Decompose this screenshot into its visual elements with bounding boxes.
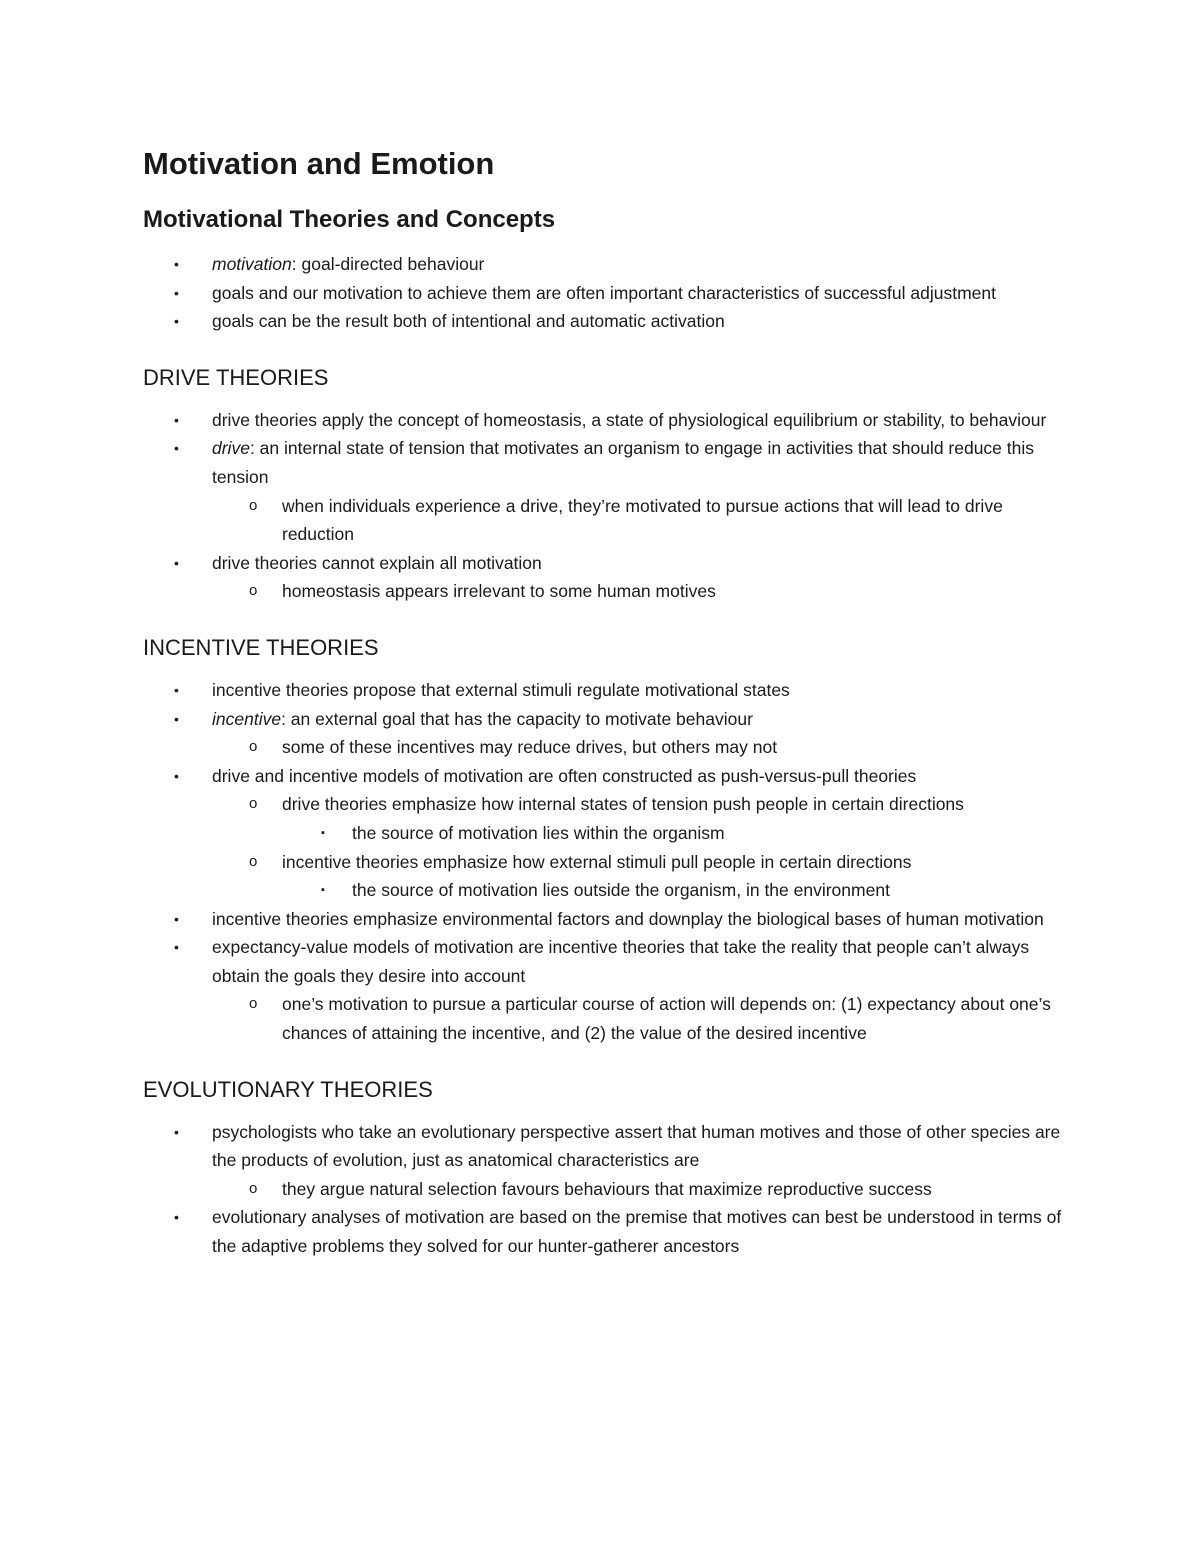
sub-sub-list-item: ▪ the source of motivation lies outside the organism, in the environment — [321, 880, 890, 901]
intro-list — [143, 250, 1073, 336]
sub-list-item: o they argue natural selection favours behaviours that maximize reproductive success — [249, 1178, 932, 1199]
sub-list-item: o incentive theories emphasize how external stimuli pull people in certain directions — [249, 851, 912, 872]
list-item: • incentive theories emphasize environmental factors and downplay the biological bases of human motivation — [174, 908, 1044, 929]
list-item: • evolutionary analyses of motivation are based on the premise that motives can best be understood in terms of the adaptive problems they solved for our hunter-gatherer ancestors — [174, 1207, 1062, 1257]
list-item: • psychologists who take an evolutionary perspective assert that human motives and those of other species are the products of evolution, just as anatomical characteristics are — [174, 1121, 1061, 1171]
sub-sub-list-item: ▪ the source of motivation lies within the organism — [321, 822, 725, 843]
list-item: • drive and incentive models of motivation are often constructed as push-versus-pull theories — [174, 765, 917, 786]
list-item: • goals and our motivation to achieve them are often important characteristics of successful adjustment — [174, 282, 997, 303]
sub-list-item: o one’s motivation to pursue a particular course of action will depends on: (1) expectancy about one’s chances of attaining the incentive, and (2) the value of the desired incentive — [249, 994, 1051, 1044]
list-item: • motivation: goal-directed behaviour — [174, 254, 485, 274]
incentive-list — [143, 676, 1073, 1048]
sub-list-item: o drive theories emphasize how internal states of tension push people in certain directions — [249, 794, 964, 815]
evolutionary-theories-heading: EVOLUTIONARY THEORIES — [143, 1076, 433, 1102]
section-title: Motivational Theories and Concepts — [143, 206, 556, 233]
page-title: Motivation and Emotion — [143, 146, 495, 181]
list-item: • drive theories cannot explain all motivation — [174, 552, 542, 573]
drive-theories-heading: DRIVE THEORIES — [143, 364, 329, 390]
sub-list-item: o homeostasis appears irrelevant to some human motives — [249, 581, 716, 602]
sub-list-item: o some of these incentives may reduce drives, but others may not — [249, 737, 778, 758]
list-item: • drive theories apply the concept of homeostasis, a state of physiological equilibrium or stability, to behaviour — [174, 409, 1047, 430]
list-item: • incentive: an external goal that has the capacity to motivate behaviour — [174, 708, 753, 729]
list-item: • drive: an internal state of tension that motivates an organism to engage in activities that should reduce this tension — [174, 438, 1035, 487]
list-item: • expectancy-value models of motivation are incentive theories that take the reality that people can’t always obtain the goals they desire into account — [174, 937, 1030, 986]
sub-list-item: o when individuals experience a drive, they’re motivated to pursue actions that will lead to drive reduction — [249, 495, 1003, 545]
drive-list — [143, 406, 1073, 606]
list-item: • goals can be the result both of intentional and automatic activation — [174, 311, 725, 332]
document-body — [143, 138, 1073, 1261]
incentive-theories-heading: INCENTIVE THEORIES — [143, 634, 379, 660]
evolutionary-list — [143, 1118, 1073, 1261]
list-item: • incentive theories propose that external stimuli regulate motivational states — [174, 679, 790, 700]
